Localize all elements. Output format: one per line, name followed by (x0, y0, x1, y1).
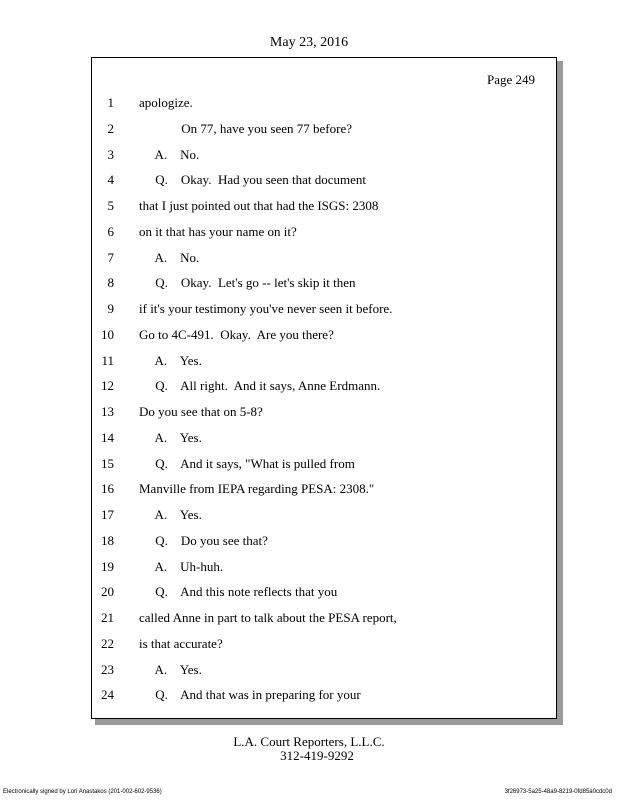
transcript-line (0, 399, 618, 425)
transcript-line (0, 348, 618, 374)
transcript-line (0, 322, 618, 348)
line-text: Q. All right. And it says, Anne Erdmann. (139, 378, 381, 394)
line-number: 22 (101, 635, 114, 651)
line-number: 10 (101, 326, 114, 342)
footer-phone: 312-419-9292 (280, 748, 354, 763)
line-text: A. No. (139, 249, 200, 265)
line-number: 3 (107, 146, 114, 162)
line-text: A. No. (139, 146, 200, 162)
transcript-line (0, 657, 618, 683)
transcript-lines (0, 90, 618, 708)
line-number: 4 (107, 172, 114, 188)
line-text: Q. And it says, "What is pulled from (139, 455, 355, 471)
line-text: Do you see that on 5-8? (139, 404, 263, 419)
line-text: A. Yes. (139, 352, 202, 368)
line-text: Go to 4C-491. Okay. Are you there? (139, 326, 334, 342)
line-number: 6 (107, 223, 114, 239)
transcript-line (0, 167, 618, 193)
line-number: 12 (101, 378, 114, 394)
line-number: 11 (101, 352, 114, 368)
line-text: apologize. (139, 95, 193, 110)
header-date: May 23, 2016 (269, 35, 349, 50)
line-text: A. Yes. (139, 507, 202, 522)
transcript-line (0, 425, 618, 451)
line-text: Q. Do you see that? (139, 532, 268, 548)
transcript-line (0, 219, 618, 245)
line-text: Q. Okay. Had you seen that document (139, 172, 366, 188)
line-number: 23 (101, 661, 114, 677)
transcript-line (0, 116, 618, 142)
line-number: 2 (107, 120, 114, 136)
line-number: 19 (101, 558, 114, 574)
transcript-line (0, 476, 618, 502)
transcript-line (0, 631, 618, 657)
transcript-line (0, 373, 618, 399)
page-number: Page 249 (486, 72, 535, 87)
line-text: if it's your testimony you've never seen it before. (139, 301, 393, 316)
footer-company: L.A. Court Reporters, L.L.C. (233, 734, 385, 749)
line-number: 1 (107, 95, 114, 110)
line-text: Manville from IEPA regarding PESA: 2308." (139, 481, 375, 497)
transcript-line (0, 502, 618, 528)
line-text: is that accurate? (139, 635, 223, 651)
line-number: 8 (107, 275, 114, 291)
line-text: Q. And that was in preparing for your (139, 687, 361, 703)
line-text: A. Yes. (139, 661, 202, 677)
line-number: 5 (107, 198, 114, 213)
line-text: A. Yes. (139, 429, 202, 445)
transcript-line (0, 142, 618, 168)
line-text: that I just pointed out that had the ISGS: 2308 (139, 198, 379, 213)
line-number: 18 (101, 532, 114, 548)
line-number: 17 (101, 507, 114, 522)
line-number: 9 (107, 301, 114, 316)
line-number: 24 (101, 687, 114, 703)
line-text: On 77, have you seen 77 before? (139, 120, 352, 136)
transcript-line (0, 296, 618, 322)
transcript-line (0, 193, 618, 219)
transcript-line (0, 579, 618, 605)
line-number: 21 (101, 610, 114, 625)
transcript-line (0, 605, 618, 631)
esignature-left: Electronically signed by Lori Anastakos (201-002-602-9536) (3, 789, 162, 795)
line-number: 14 (101, 429, 114, 445)
line-text: A. Uh-huh. (139, 558, 224, 574)
transcript-line (0, 245, 618, 271)
transcript-line (0, 270, 618, 296)
line-text: on it that has your name on it? (139, 223, 297, 239)
transcript-line (0, 90, 618, 116)
line-number: 15 (101, 455, 114, 471)
line-text: Q. Okay. Let's go -- let's skip it then (139, 275, 356, 291)
transcript-line (0, 528, 618, 554)
line-number: 7 (107, 249, 114, 265)
transcript-line (0, 682, 618, 708)
transcript-line (0, 451, 618, 477)
line-text: called Anne in part to talk about the PESA report, (139, 610, 397, 625)
transcript-line (0, 554, 618, 580)
esignature-id: 3f26973-5a25-48a9-8219-0fd85a0cdc0d (504, 789, 612, 795)
line-number: 13 (101, 404, 114, 419)
line-text: Q. And this note reflects that you (139, 584, 338, 600)
line-number: 16 (101, 481, 114, 497)
line-number: 20 (101, 584, 114, 600)
